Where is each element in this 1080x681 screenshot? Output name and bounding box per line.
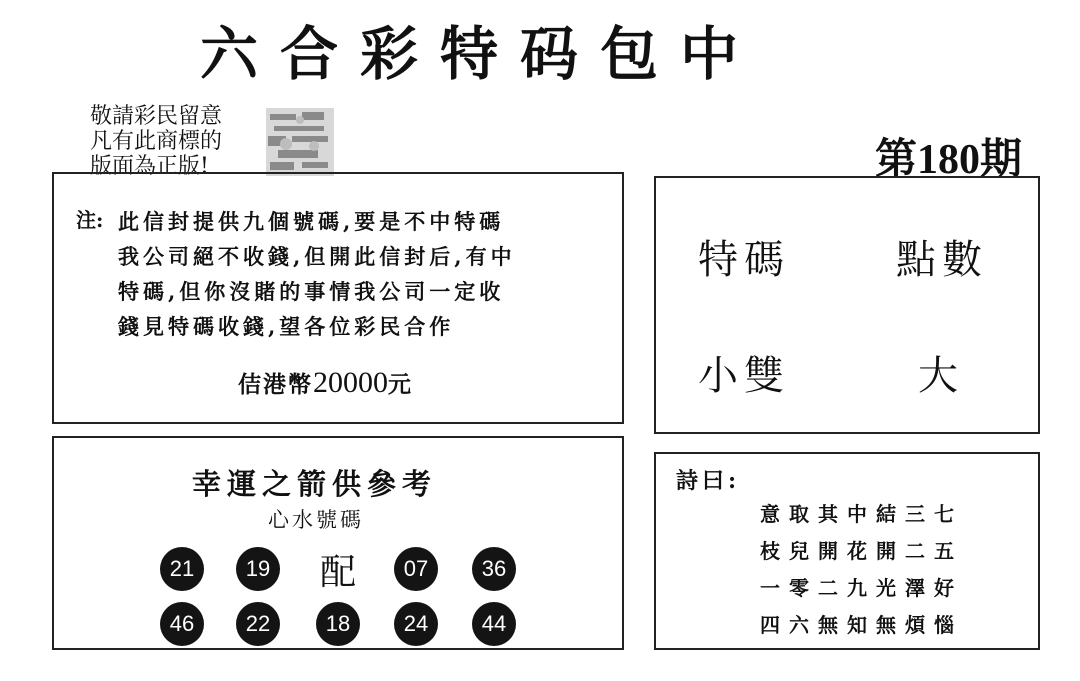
trademark-stamp-icon bbox=[264, 106, 336, 178]
number-ball: 24 bbox=[394, 602, 438, 646]
deposit-suffix: 元 bbox=[388, 371, 413, 398]
deposit-line bbox=[238, 366, 413, 400]
note-line: 錢見特碼收錢,望各位彩民合作 bbox=[118, 314, 455, 339]
notice-line: 敬請彩民留意 bbox=[90, 104, 223, 129]
poem-line: 四六無知無煩惱 bbox=[760, 613, 963, 637]
notice-line: 版面為正版! bbox=[90, 154, 209, 179]
page-title: 六合彩特码包中 bbox=[200, 20, 761, 88]
number-ball: 46 bbox=[160, 602, 204, 646]
note-line: 特碼,但你沒賭的事情我公司一定收 bbox=[118, 279, 505, 304]
number-ball: 07 bbox=[394, 547, 438, 591]
authenticity-notice bbox=[90, 104, 270, 179]
number-ball: 44 bbox=[472, 602, 516, 646]
number-ball: 21 bbox=[160, 547, 204, 591]
poem-label: 詩曰: bbox=[676, 468, 741, 494]
number-ball: 18 bbox=[316, 602, 360, 646]
number-ball: 19 bbox=[236, 547, 280, 591]
poem-line: 一零二九光澤好 bbox=[760, 576, 963, 600]
code-prediction: 小雙 bbox=[698, 353, 790, 399]
lucky-title: 幸運之箭供參考 bbox=[192, 467, 438, 501]
deposit-amount: 20000 bbox=[313, 366, 388, 399]
issue-number: 第180期 bbox=[875, 137, 1023, 183]
pair-label: 配 bbox=[320, 552, 357, 593]
code-label: 特碼 bbox=[698, 237, 790, 283]
number-ball: 36 bbox=[472, 547, 516, 591]
points-label: 點數 bbox=[896, 237, 988, 283]
poem-line: 意取其中結三七 bbox=[760, 502, 963, 526]
note-line: 此信封提供九個號碼,要是不中特碼 bbox=[118, 209, 505, 234]
poem-text bbox=[760, 496, 963, 644]
poem-line: 枝兒開花開二五 bbox=[760, 539, 963, 563]
points-prediction: 大 bbox=[918, 353, 964, 399]
number-ball: 22 bbox=[236, 602, 280, 646]
note-label: 注: bbox=[76, 208, 104, 232]
deposit-prefix: 佶港幣 bbox=[238, 371, 313, 398]
lucky-subtitle: 心水號碼 bbox=[268, 508, 364, 532]
note-text bbox=[118, 204, 516, 344]
note-line: 我公司絕不收錢,但開此信封后,有中 bbox=[118, 244, 516, 269]
notice-line: 凡有此商標的 bbox=[90, 129, 223, 154]
